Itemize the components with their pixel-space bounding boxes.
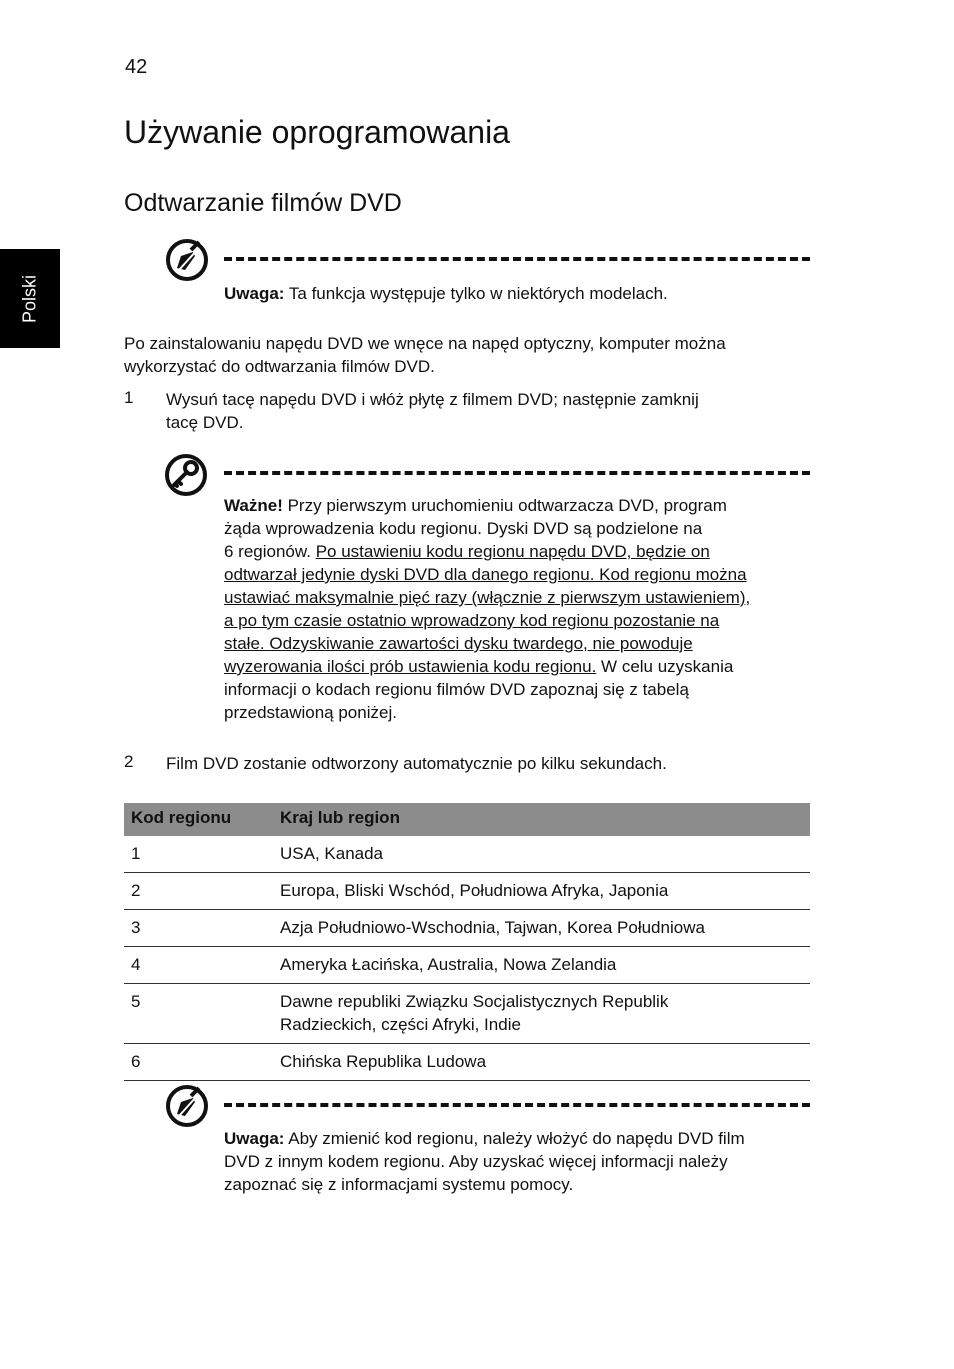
step-number: 2 xyxy=(124,752,134,771)
note-label: Uwaga: xyxy=(224,1129,285,1148)
note-divider xyxy=(224,1103,810,1107)
region-name-cell: USA, Kanada xyxy=(273,836,810,873)
column-header: Kraj lub region xyxy=(273,803,810,836)
region-code-cell: 2 xyxy=(124,873,273,910)
note-text: Uwaga: Aby zmienić kod regionu, należy włożyć do napędu DVD film DVD z innym kodem regionu. Aby uzyskać więcej informacji należy zapoznać się z informacjami systemu pomocy. xyxy=(224,1129,745,1194)
step-line: tacę DVD. xyxy=(166,413,244,432)
region-name-cell: Azja Południowo-Wschodnia, Tajwan, Korea Południowa xyxy=(273,910,810,947)
intro-paragraph xyxy=(124,332,726,378)
note-body: Ta funkcja występuje tylko w niektórych modelach. xyxy=(284,284,668,303)
region-name-cell: Dawne republiki Związku Socjalistycznych Republik Radzieckich, części Afryki, Indie xyxy=(273,984,810,1044)
important-label: Ważne! xyxy=(224,496,283,515)
note-text xyxy=(224,282,668,305)
region-name-cell: Europa, Bliski Wschód, Południowa Afryka, Japonia xyxy=(273,873,810,910)
region-name-cell: Ameryka Łacińska, Australia, Nowa Zelandia xyxy=(273,947,810,984)
note-divider xyxy=(224,257,810,261)
table-row xyxy=(124,947,810,984)
intro-line: wykorzystać do odtwarzania filmów DVD. xyxy=(124,357,435,376)
table-row xyxy=(124,910,810,947)
step-text: Film DVD zostanie odtworzony automatycznie po kilku sekundach. xyxy=(166,754,667,773)
table-row xyxy=(124,836,810,873)
page-title: Używanie oprogramowania xyxy=(124,114,510,150)
note-label: Uwaga: xyxy=(224,284,285,303)
column-header: Kod regionu xyxy=(124,803,273,836)
table-header-row xyxy=(124,803,810,836)
intro-line: Po zainstalowaniu napędu DVD we wnęce na napęd optyczny, komputer można xyxy=(124,334,726,353)
table-row xyxy=(124,1044,810,1081)
step-number: 1 xyxy=(124,388,134,407)
region-code-cell: 6 xyxy=(124,1044,273,1081)
region-code-cell: 1 xyxy=(124,836,273,873)
region-code-table xyxy=(124,803,810,1081)
section-title: Odtwarzanie filmów DVD xyxy=(124,189,402,217)
key-icon xyxy=(164,453,208,502)
table-row xyxy=(124,873,810,910)
note-icon xyxy=(165,1084,209,1133)
region-code-cell: 4 xyxy=(124,947,273,984)
step-text xyxy=(166,388,699,434)
note-icon xyxy=(165,238,209,287)
page-number: 42 xyxy=(125,56,148,78)
region-code-cell: 3 xyxy=(124,910,273,947)
region-name-cell: Chińska Republika Ludowa xyxy=(273,1044,810,1081)
language-side-tab xyxy=(0,249,60,348)
region-code-cell: 5 xyxy=(124,984,273,1044)
table-row xyxy=(124,984,810,1044)
language-tab-label: Polski xyxy=(19,274,40,323)
important-text: Ważne! Przy pierwszym uruchomieniu odtwarzacza DVD, program żąda wprowadzenia kodu regionu. Dyski DVD są podzielone na 6 regionów. Po ustawieniu kodu regionu napędu DVD, będzie on odtwarzał jedynie dyski DVD dla danego regionu. Kod regionu można ustawiać maksymalnie pięć razy (włącznie z pierwszym ustawieniem), a po tym czasie ostatnio wprowadzony kod regionu pozostanie na stałe. Odzyskiwanie zawartości dysku twardego, nie powoduje wyzerowania ilości prób ustawienia kodu regionu. W celu uzyskania informacji o kodach regionu filmów DVD zapoznaj się z tabelą przedstawioną poniżej. xyxy=(224,496,751,722)
step-line: Wysuń tacę napędu DVD i włóż płytę z filmem DVD; następnie zamknij xyxy=(166,390,699,409)
important-divider xyxy=(224,471,810,475)
